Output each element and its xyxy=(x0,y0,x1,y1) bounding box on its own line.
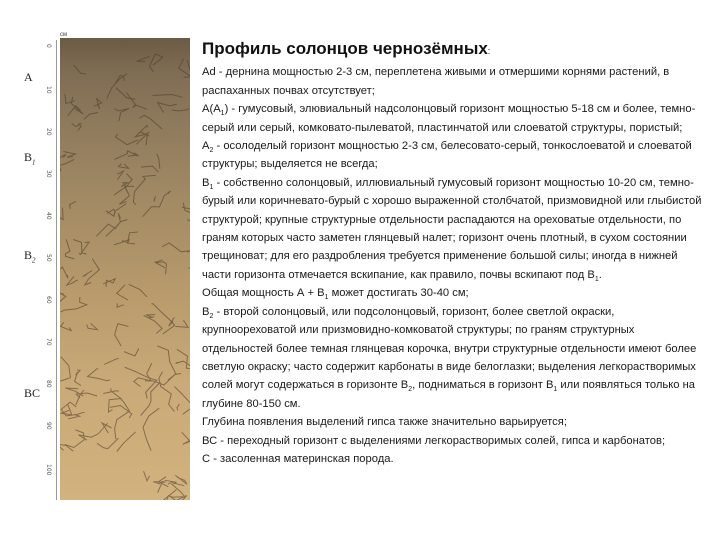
horizon-label: $В_2$ xyxy=(24,248,36,265)
bc-text: ВС - переходный горизонт с выделениями легкорастворимых солей, гипса и карбонатов; xyxy=(202,434,666,447)
a2-post: - осолоделый горизонт мощностью 2-3 см, белесовато-серый, тонкослоеватой и слоеватой структуры; выделяется не всегда; xyxy=(202,140,692,171)
depth-tick-50: 50 xyxy=(45,254,52,262)
b2-mid: - второй солонцовый, или подсолонцовый, горизонт, более светлой окраски, крупноореховатой или призмовидно-комковатой структуры; по граням структурных отдельностей более темная глянцевая корочка, внутри структурные отдельности имеют более светлую окраску; часто содержит карбонаты в виде белоглазки; выделения легкорастворимых солей могут содержаться в горизонте В xyxy=(202,305,697,392)
paragraph-gypsum xyxy=(202,413,708,431)
total-sub: 1 xyxy=(324,294,329,302)
paragraph-bc xyxy=(202,432,708,450)
paragraph-c xyxy=(202,450,708,468)
a1-pre: А(А xyxy=(202,103,221,116)
paragraph-a2 xyxy=(202,137,708,174)
b2-mid2: , подниматься в горизонт В xyxy=(412,379,554,392)
depth-tick-40: 40 xyxy=(45,212,52,220)
total-post: может достигать 30-40 см; xyxy=(328,287,469,300)
c-text: С - засоленная материнская порода. xyxy=(202,452,394,465)
gypsum-text: Глубина появления выделений гипса также значительно варьируется; xyxy=(202,416,567,429)
b2-pre: В xyxy=(202,305,210,318)
depth-tick-90: 90 xyxy=(45,422,52,430)
b1-mid: - собственно солонцовый, иллювиальный гумусовый горизонт мощностью 10-20 см, темно-бурый или коричневато-бурый с хорошо выраженной столбчатой, призмовидной или глыбистой структурой; крупные структурные отдельности распадаются на ореховатые отдельности, по граням которых часто заметен глянцевый налет; горизонт очень плотный, в сухом состоянии трещиноват; для его раздробления требуется применение большой силы; иногда в нижней части горизонта отмечается вскипание, как правило, почвы вскипают под В xyxy=(202,176,702,281)
a1-post: ) - гумусовый, элювиальный надсолонцовый горизонт мощностью 5-18 см и более, темно-серый или серый, комковато-пылеватой, пластинчатой или слоеватой структуры, пористый; xyxy=(202,103,696,134)
b1-pre: В xyxy=(202,176,210,189)
b2-sub: 2 xyxy=(209,312,214,320)
ad-text: Аd - дернина мощностью 2-3 см, переплетена живыми и отмершими корнями растений, в распаханных почвах отсутствует; xyxy=(202,66,670,97)
description-text xyxy=(202,40,708,468)
depth-tick-60: 60 xyxy=(45,296,52,304)
depth-tick-0: 0 xyxy=(45,44,52,48)
b2-sub3: 1 xyxy=(553,386,558,394)
horizon-label: $В_1$ xyxy=(24,150,36,167)
depth-tick-80: 80 xyxy=(45,380,52,388)
paragraph-b1 xyxy=(202,174,708,284)
depth-tick-20: 20 xyxy=(45,128,52,136)
a1-sub: 1 xyxy=(220,110,225,118)
a2-sub: 2 xyxy=(209,147,214,155)
paragraph-ad xyxy=(202,63,708,100)
title-text: Профиль солонцов чернозёмных xyxy=(202,39,488,58)
page-title xyxy=(202,40,708,60)
horizon-label: А xyxy=(24,70,33,84)
depth-tick-30: 30 xyxy=(45,170,52,178)
b1-sub2: 1 xyxy=(594,276,599,284)
depth-tick-100: 100 xyxy=(45,464,52,476)
b2-sub2: 2 xyxy=(408,386,413,394)
depth-tick-70: 70 xyxy=(45,338,52,346)
soil-image xyxy=(60,38,190,500)
b1-sub: 1 xyxy=(209,184,214,192)
scale-line xyxy=(56,40,57,500)
a2-pre: А xyxy=(202,140,210,153)
depth-tick-10: 10 xyxy=(45,86,52,94)
soil-profile-photo xyxy=(16,30,190,500)
b1-end: . xyxy=(598,268,602,281)
b2-end: или появляться только на глубине 80-150 см. xyxy=(202,379,695,410)
paragraph-total xyxy=(202,284,708,302)
total-pre: Общая мощность А + В xyxy=(202,287,325,300)
depth-scale xyxy=(16,30,60,500)
paragraph-a1 xyxy=(202,100,708,137)
horizon-label: ВС xyxy=(24,386,41,400)
soil-texture xyxy=(60,38,190,500)
paragraph-b2 xyxy=(202,303,708,413)
title-colon: : xyxy=(487,46,491,56)
cm-unit-label: см xyxy=(60,32,68,38)
